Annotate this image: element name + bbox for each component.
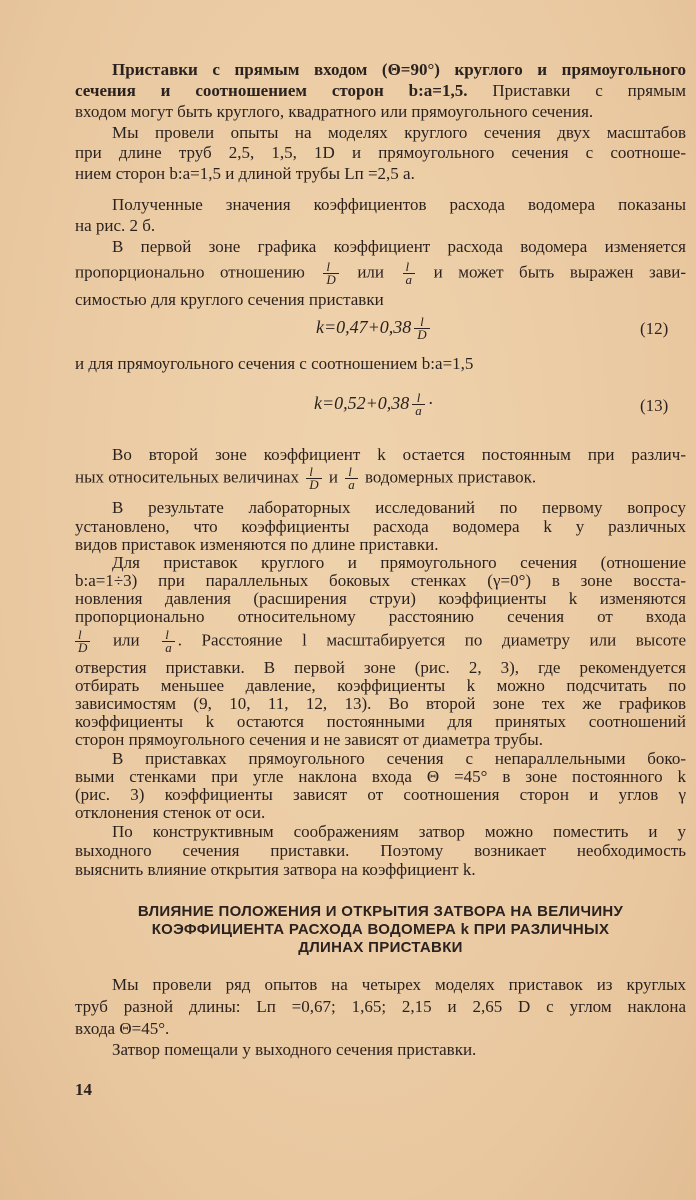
paragraph-heading-line: Приставки с прямым входом (Θ=90°) круглого и прямоугольного bbox=[112, 60, 686, 79]
denominator: D bbox=[414, 328, 429, 341]
text-line: симостью для круглого сечения приставки bbox=[75, 290, 384, 309]
text-line: пропорционально относительному расстоянию сечения от входа bbox=[75, 607, 686, 626]
text-line: В результате лабораторных исследований по первому вопросу bbox=[112, 498, 686, 517]
text: . Расстояние l масштабируется по диаметру или высоте bbox=[177, 630, 687, 650]
text-line: Мы провели ряд опытов на четырех моделях приставок из круглых bbox=[112, 975, 686, 994]
fraction-l-over-a bbox=[162, 629, 175, 654]
text: и bbox=[328, 467, 338, 487]
fraction-l-over-a bbox=[345, 466, 358, 491]
section-heading-line: ДЛИНАХ ПРИСТАВКИ bbox=[298, 939, 463, 956]
text-line: на рис. 2 б. bbox=[75, 216, 156, 235]
text: Приставки с прямым bbox=[492, 81, 687, 100]
section-heading-line: КОЭФФИЦИЕНТА РАСХОДА ВОДОМЕРА k ПРИ РАЗЛИЧНЫХ bbox=[151, 921, 610, 938]
text-line bbox=[75, 466, 686, 491]
text: ных относительных величинах bbox=[75, 467, 299, 487]
text: или bbox=[357, 262, 385, 282]
text-line: коэффициенты k остаются постоянными для принятых соотношений bbox=[75, 712, 686, 731]
text-line bbox=[75, 261, 686, 286]
equation-number: (13) bbox=[640, 396, 669, 415]
text-line: В первой зоне графика коэффициент расхода водомера изменяется bbox=[112, 237, 686, 256]
text-line bbox=[75, 81, 686, 101]
text-line bbox=[75, 629, 686, 654]
text-line: выяснить влияние открытия затвора на коэффициент k. bbox=[75, 860, 476, 879]
fraction bbox=[412, 392, 425, 417]
numerator: l bbox=[309, 464, 313, 479]
numerator: l bbox=[78, 627, 82, 642]
text-line: входа Θ=45°. bbox=[75, 1019, 170, 1038]
denominator: a bbox=[162, 641, 175, 654]
text-line: видов приставок изменяются по длине приставки. bbox=[75, 535, 439, 554]
fraction-l-over-D bbox=[323, 261, 338, 286]
numerator: l bbox=[416, 390, 421, 406]
text: или bbox=[112, 630, 140, 650]
text-line: труб разной длины: Lп =0,67; 1,65; 2,15 и 2,65 D с углом наклона bbox=[75, 997, 686, 1016]
text-line: Во второй зоне коэффициент k остается постоянным при различ- bbox=[112, 445, 686, 464]
text-line: зависимостям (9, 10, 11, 12, 13). Во второй зоне тех же графиков bbox=[75, 694, 686, 713]
text-line: и для прямоугольного сечения с соотношением b:a=1,5 bbox=[75, 354, 474, 373]
denominator: D bbox=[306, 478, 321, 491]
text: и может быть выражен зави- bbox=[433, 262, 687, 282]
text-line: выми стенками при угле наклона входа Θ =45° в зоне постоянного k bbox=[75, 767, 686, 786]
text-line: входом могут быть круглого, квадратного или прямоугольного сечения. bbox=[75, 102, 594, 121]
numerator: l bbox=[420, 314, 424, 330]
text-line: отбирать меньшее давление, коэффициенты k можно подсчитать по bbox=[75, 676, 686, 695]
text-line: сторон прямоугольного сечения и не зависят от диаметра трубы. bbox=[75, 730, 543, 749]
denominator: a bbox=[412, 404, 425, 417]
text-line: b:a=1÷3) при параллельных боковых стенках (γ=0°) в зоне восста- bbox=[75, 571, 686, 590]
formula-tail: · bbox=[427, 393, 434, 413]
numerator: l bbox=[165, 627, 169, 642]
formula-13 bbox=[314, 392, 434, 417]
fraction-l-over-D bbox=[75, 629, 90, 654]
text: пропорционально отношению bbox=[75, 262, 305, 282]
text-line: нием сторон b:a=1,5 и длиной трубы Lп =2,5 a. bbox=[75, 164, 415, 183]
text-line: Для приставок круглого и прямоугольного сечения (отношение bbox=[112, 553, 686, 572]
denominator: a bbox=[403, 273, 416, 286]
text-line: при длине труб 2,5, 1,5, 1D и прямоугольного сечения с соотноше- bbox=[75, 143, 686, 162]
text-line: Мы провели опыты на моделях круглого сечения двух масштабов bbox=[112, 123, 686, 142]
denominator: D bbox=[323, 273, 338, 286]
section-heading-line: ВЛИЯНИЕ ПОЛОЖЕНИЯ И ОТКРЫТИЯ ЗАТВОРА НА ВЕЛИЧИНУ bbox=[137, 903, 624, 920]
text-line: (рис. 3) коэффициенты зависят от соотношения сторон и углов γ bbox=[75, 785, 686, 804]
text-line: отклонения стенок от оси. bbox=[75, 803, 266, 822]
formula-12 bbox=[316, 316, 433, 341]
fraction bbox=[414, 316, 429, 341]
denominator: D bbox=[75, 641, 90, 654]
text-line: Затвор помещали у выходного сечения приставки. bbox=[112, 1040, 477, 1059]
heading-text: сечения и соотношением сторон b:a=1,5. bbox=[75, 81, 468, 100]
page-number: 14 bbox=[75, 1080, 92, 1099]
text-line: В приставках прямоугольного сечения с непараллельными боко- bbox=[112, 749, 686, 768]
formula-text: k=0,52+0,38 bbox=[314, 393, 410, 413]
fraction-l-over-a bbox=[403, 261, 416, 286]
text-line: установлено, что коэффициенты расхода водомера k у различных bbox=[75, 517, 686, 536]
formula-text: k=0,47+0,38 bbox=[316, 317, 412, 337]
text-line: выходного сечения приставки. Поэтому возникает необходимость bbox=[75, 841, 686, 860]
equation-number: (12) bbox=[640, 319, 669, 338]
text-line: новления давления (расширения струи) коэффициенты k изменяются bbox=[75, 589, 686, 608]
numerator: l bbox=[348, 464, 352, 479]
text: водомерных приставок. bbox=[364, 467, 537, 487]
numerator: l bbox=[405, 259, 410, 274]
text-line: Полученные значения коэффициентов расхода водомера показаны bbox=[112, 195, 686, 214]
denominator: a bbox=[345, 478, 358, 491]
numerator: l bbox=[326, 259, 331, 274]
text-line: По конструктивным соображениям затвор можно поместить и у bbox=[112, 822, 686, 841]
text-line: отверстия приставки. В первой зоне (рис. 2, 3), где рекомендуется bbox=[75, 658, 686, 677]
fraction-l-over-D bbox=[306, 466, 321, 491]
